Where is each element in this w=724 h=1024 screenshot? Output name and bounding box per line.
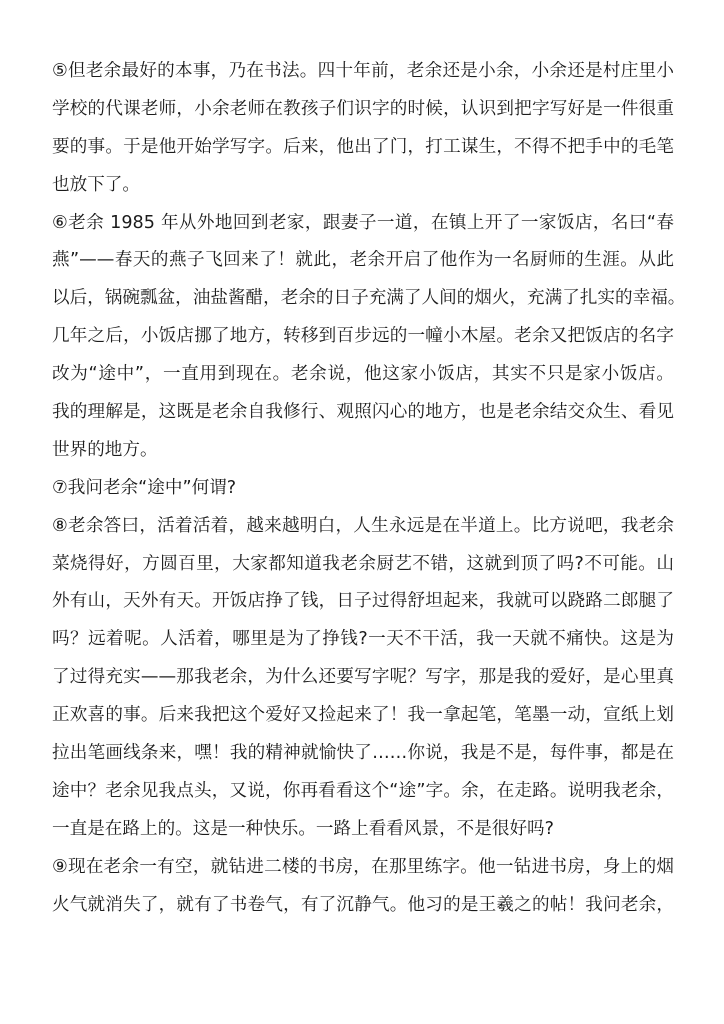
text-line: 几年之后，小饭店挪了地方，转移到百步远的一幢小木屋。老余又把饭店的名字 [52,326,674,347]
text-line: 一直是在路上的。这是一种快乐。一路上看看风景，不是很好吗? [52,818,554,839]
text-line: 了过得充实——那我老余，为什么还要写字呢？写字，那是我的爱好，是心里真 [52,667,674,688]
paragraph-9 [52,849,674,925]
text-line: 也放下了。 [52,174,140,195]
text-line: 学校的代课老师，小余老师在教孩子们识字的时候，认识到把字写好是一件很重 [52,98,674,119]
text-line: 外有山，天外有天。开饭店挣了钱，日子过得舒坦起来，我就可以跷路二郎腿了 [52,591,674,612]
text-line: ⑧老余答曰，活着活着，越来越明白，人生永远是在半道上。比方说吧，我老余 [52,515,674,536]
paragraph-7 [52,470,674,508]
text-line: 燕”——春天的燕子飞回来了！就此，老余开启了他作为一名厨师的生涯。从此 [52,250,674,271]
text-line: 我的理解是，这既是老余自我修行、观照闪心的地方，也是老余结交众生、看见 [52,402,674,423]
paragraph-8 [52,508,674,849]
text-line: ⑦我问老余“途中”何谓? [52,477,237,498]
text-line: 以后，锅碗瓢盆，油盐酱醋，老余的日子充满了人间的烟火，充满了扎实的幸福。 [52,288,686,309]
text-line: 正欢喜的事。后来我把这个爱好又捡起来了！我一拿起笔，笔墨一动，宣纸上划 [52,705,674,726]
document-page [52,53,686,924]
text-line: 途中？老余见我点头，又说，你再看看这个“途”字。余，在走路。说明我老余， [52,780,674,801]
text-line: ⑤但老余最好的本事，乃在书法。四十年前，老余还是小余，小余还是村庄里小 [52,61,674,81]
text-line: 拉出笔画线条来，嘿！我的精神就愉快了……你说，我是不是，每件事，都是在 [52,743,674,764]
text-line: 菜烧得好，方圆百里，大家都知道我老余厨艺不错，这就到顶了吗?不可能。山 [52,553,674,574]
text-line: 吗？远着呢。人活着，哪里是为了挣钱?一天不干活，我一天就不痛快。这是为 [52,629,674,650]
text-line: 火气就消失了，就有了书卷气，有了沉静气。他习的是王羲之的帖！我问老余， [52,894,674,915]
text-line: 改为“途中”，一直用到现在。老余说，他这家小饭店，其实不只是家小饭店。 [52,364,674,385]
text-line: 世界的地方。 [52,439,158,460]
text-line: ⑥老余 1985 年从外地回到老家，跟妻子一道，在镇上开了一家饭店，名曰“春 [52,212,674,233]
paragraph-5 [52,53,674,205]
text-line: ⑨现在老余一有空，就钻进二楼的书房，在那里练字。他一钻进书房，身上的烟 [52,856,674,877]
text-line: 要的事。于是他开始学写字。后来，他出了门，打工谋生，不得不把手中的毛笔 [52,136,674,157]
paragraph-6 [52,205,686,470]
